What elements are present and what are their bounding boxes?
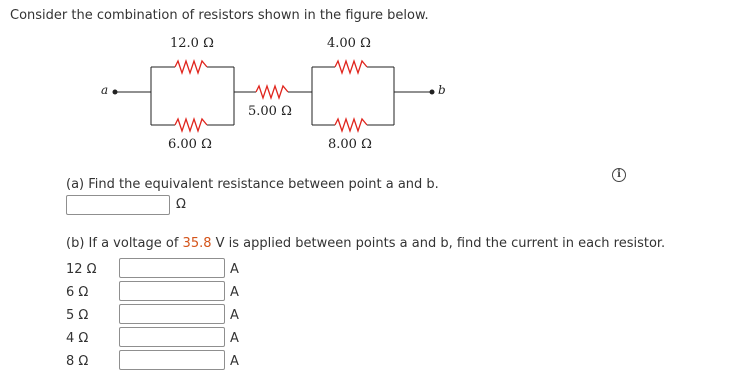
part-b-prompt — [66, 236, 665, 251]
amp-unit-label: A — [230, 285, 239, 300]
resistor-5-label: 5.00 Ω — [248, 104, 292, 119]
current-5-ohm-input[interactable] — [119, 304, 225, 324]
part-b-prompt-end: V is applied between points a and b, find the current in each resistor. — [211, 236, 666, 251]
current-6-ohm-input[interactable] — [119, 281, 225, 301]
point-b-label: b — [438, 83, 446, 97]
current-row-label: 6 Ω — [66, 285, 89, 300]
part-b-prompt-start: (b) If a voltage of — [66, 236, 183, 251]
current-row-label: 12 Ω — [66, 262, 97, 277]
ohm-unit-label: Ω — [176, 197, 186, 212]
part-a-prompt: (a) Find the equivalent resistance between point a and b. — [66, 177, 439, 192]
resistor-4-label: 4.00 Ω — [327, 36, 371, 51]
current-4-ohm-input[interactable] — [119, 327, 225, 347]
current-8-ohm-input[interactable] — [119, 350, 225, 370]
amp-unit-label: A — [230, 308, 239, 323]
info-icon[interactable]: i — [612, 168, 626, 182]
current-row-label: 5 Ω — [66, 308, 89, 323]
resistor-4-zigzag — [335, 61, 367, 73]
current-row-label: 4 Ω — [66, 331, 89, 346]
voltage-value: 35.8 — [182, 236, 212, 251]
amp-unit-label: A — [230, 354, 239, 369]
amp-unit-label: A — [230, 331, 239, 346]
resistor-6-zigzag — [175, 119, 207, 131]
point-a-label: a — [101, 83, 109, 97]
current-12-ohm-input[interactable] — [119, 258, 225, 278]
resistor-12-label: 12.0 Ω — [170, 36, 214, 51]
resistor-8-label: 8.00 Ω — [328, 137, 372, 152]
current-row-label: 8 Ω — [66, 354, 89, 369]
question-intro: Consider the combination of resistors shown in the figure below. — [10, 8, 429, 23]
resistor-6-label: 6.00 Ω — [168, 137, 212, 152]
terminal-b-dot — [430, 90, 435, 95]
resistor-8-zigzag — [335, 119, 367, 131]
resistor-12-zigzag — [175, 61, 207, 73]
equivalent-resistance-input[interactable] — [66, 195, 170, 215]
resistor-5-zigzag — [256, 86, 288, 98]
amp-unit-label: A — [230, 262, 239, 277]
